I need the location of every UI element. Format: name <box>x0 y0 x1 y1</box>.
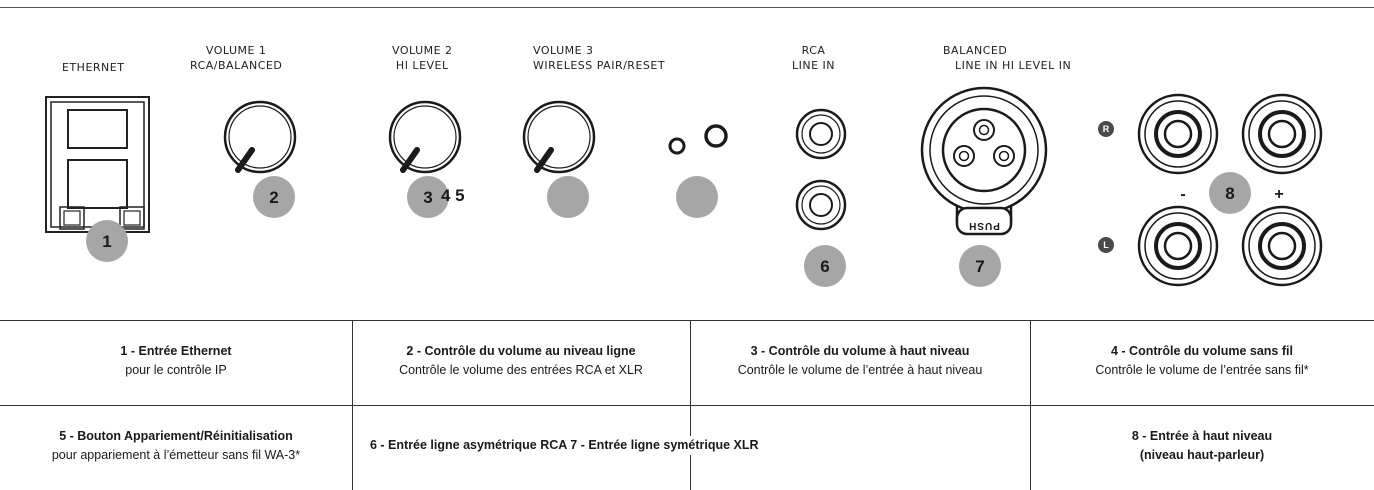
xlr-connector <box>922 88 1046 234</box>
volume2-knob <box>390 102 460 172</box>
legend-item-8: 8 - Entrée à haut niveau (niveau haut-parleur) <box>1131 429 1273 462</box>
svg-text:7: 7 <box>975 257 985 276</box>
volume1-label: VOLUME 1 RCA/BALANCED <box>190 44 283 72</box>
pair-reset-button <box>670 126 726 153</box>
speaker-terminal-r-minus <box>1139 95 1217 173</box>
rca-jack-top <box>797 110 845 158</box>
left-channel-marker <box>1098 237 1114 253</box>
badge-volume3 <box>547 176 589 218</box>
speaker-terminal-l-plus <box>1243 207 1321 285</box>
ethernet-label: ETHERNET <box>62 61 125 74</box>
badge-1 <box>86 220 128 262</box>
svg-text:3: 3 <box>423 188 433 207</box>
legend-table <box>0 320 1374 490</box>
badge-3-extra-numbers: 4 5 <box>441 186 465 205</box>
svg-text:8: 8 <box>1225 184 1235 203</box>
badge-8 <box>1209 172 1251 214</box>
svg-text:2: 2 <box>269 188 279 207</box>
badge-pair-reset <box>676 176 718 218</box>
legend-item-2: 2 - Contrôle du volume au niveau ligne Contrôle le volume des entrées RCA et XLR <box>399 344 643 377</box>
volume3-label: VOLUME 3 WIRELESS PAIR/RESET <box>533 44 666 72</box>
balanced-label: BALANCED LINE IN HI LEVEL IN <box>943 44 1072 72</box>
svg-text:1: 1 <box>102 232 112 251</box>
volume2-label: VOLUME 2 HI LEVEL <box>392 44 453 72</box>
plus-sign: + <box>1274 186 1284 203</box>
badge-6 <box>804 245 846 287</box>
speaker-terminal-r-plus <box>1243 95 1321 173</box>
volume3-knob <box>524 102 594 172</box>
svg-text:L: L <box>1103 240 1109 250</box>
badge-7 <box>959 245 1001 287</box>
legend-item-1: 1 - Entrée Ethernet pour le contrôle IP <box>120 344 232 377</box>
legend-item-3: 3 - Contrôle du volume à haut niveau Contrôle le volume de l’entrée à haut niveau <box>737 344 983 377</box>
right-channel-marker <box>1098 121 1114 137</box>
rca-label: RCA LINE IN <box>792 44 836 72</box>
legend-item-4: 4 - Contrôle du volume sans fil Contrôle le volume de l’entrée sans fil* <box>1095 344 1309 377</box>
svg-text:6: 6 <box>820 257 830 276</box>
legend-item-5: 5 - Bouton Appariement/Réinitialisation pour appariement à l’émetteur sans fil WA-3* <box>51 429 301 462</box>
rca-jack-bottom <box>797 181 845 229</box>
badge-2 <box>253 176 295 218</box>
ethernet-port <box>46 97 149 232</box>
svg-text:R: R <box>1102 124 1110 134</box>
minus-sign: - <box>1180 186 1186 203</box>
speaker-terminal-l-minus <box>1139 207 1217 285</box>
xlr-push-label: PUSH <box>968 220 1000 231</box>
volume1-knob <box>225 102 295 172</box>
legend-item-6-7: 6 - Entrée ligne asymétrique RCA 7 - Entrée ligne symétrique XLR <box>370 436 759 455</box>
